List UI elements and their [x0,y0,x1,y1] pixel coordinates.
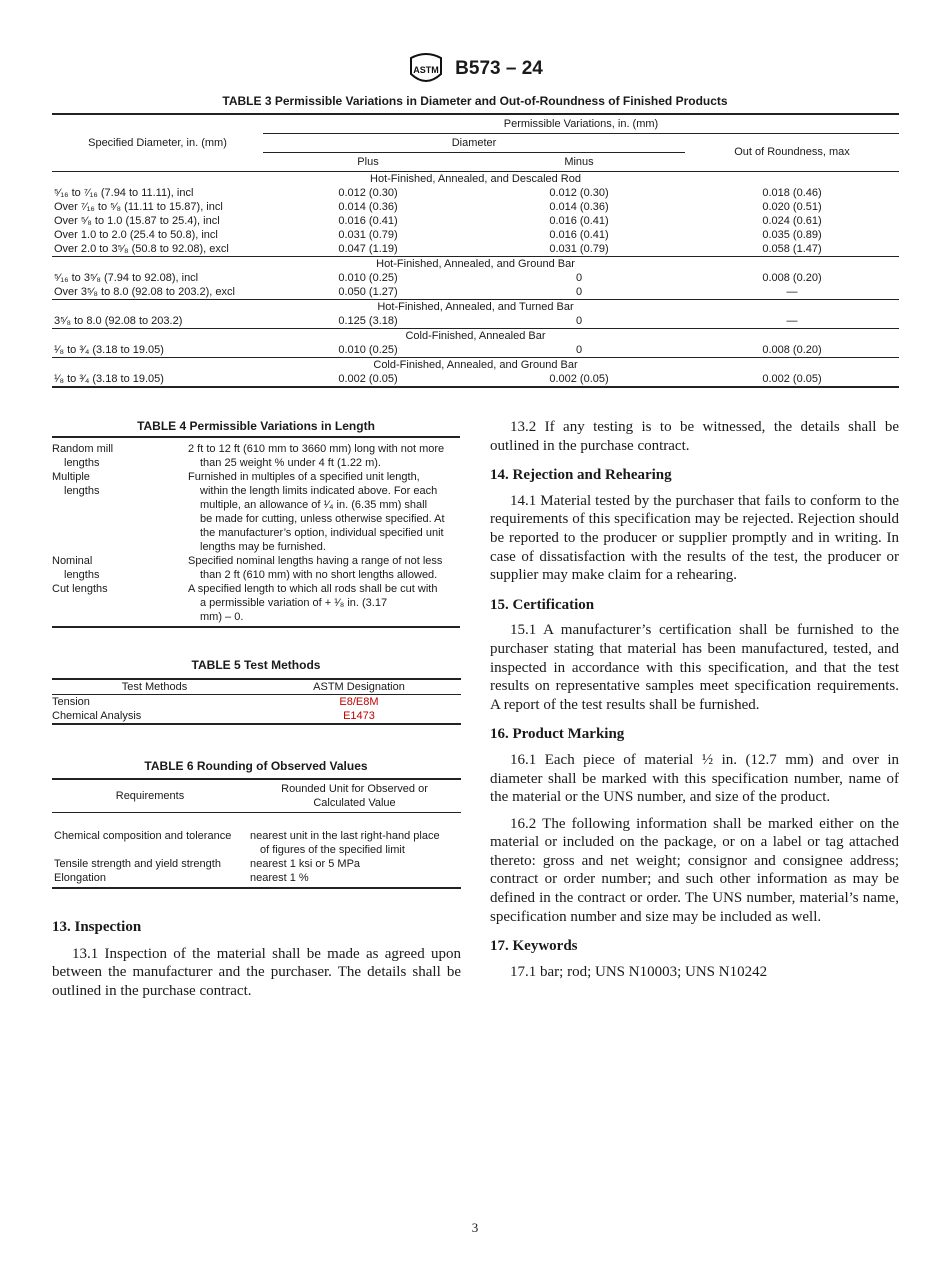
table4-description [188,582,460,624]
table3-cell: 3⁵⁄₈ to 8.0 (92.08 to 203.2) [54,314,183,327]
table4-entry [52,470,460,554]
table-row [52,343,899,358]
table3-section-row [52,329,899,344]
table3-cell: 0.125 (3.18) [338,314,398,327]
page-number: 3 [471,1220,479,1235]
table4-description-line: 2 ft to 12 ft (610 mm to 3660 mm) long with not more [188,443,445,455]
table4-term-line: Nominal [52,555,93,567]
table3-cell: 0.047 (1.19) [338,242,398,255]
table-row [52,228,899,242]
table6-header-line: Calculated Value [313,797,396,809]
table3-section-row [52,172,899,187]
table-row [52,695,461,710]
table3-section-heading: Hot-Finished, Annealed, and Ground Bar [52,257,899,272]
table6 [52,778,461,889]
table3-cell: 0 [575,343,583,356]
table3-header-diameter: Diameter [263,134,685,153]
section-17-heading: 17. Keywords [490,938,578,955]
table4-term-line: lengths [64,569,100,581]
table6-cell: Elongation [52,871,248,888]
page-header [0,52,950,86]
table-row [52,314,899,329]
table3-cell: 0.058 (1.47) [762,242,822,255]
table4-description-line: Specified nominal lengths having a range of not less [188,555,443,567]
table5-cell: Tension [52,696,90,708]
table3-section-heading: Hot-Finished, Annealed, and Turned Bar [52,300,899,315]
table4-description [188,470,460,554]
table-row [52,813,461,858]
table4-description [188,442,460,470]
table3-cell: ⁵⁄₁₆ to ⁷⁄₁₆ (7.94 to 11.11), incl [54,186,194,199]
table-row [52,871,461,888]
table-row [52,186,899,200]
table3-header-specified: Specified Diameter, in. (mm) [52,114,263,172]
table3-cell: 0.020 (0.51) [762,200,822,213]
table3-cell: 0.002 (0.05) [685,372,899,387]
table3-cell: ¹⁄₈ to ³⁄₄ (3.18 to 19.05) [54,343,164,356]
table3-header-out-of-roundness: Out of Roundness, max [685,134,899,172]
table3-cell: 0.002 (0.05) [473,372,685,387]
table4-term [52,470,188,554]
table3-cell: 0.031 (0.79) [549,242,609,255]
table4-term-line: lengths [64,485,100,497]
table4-description [188,554,460,582]
table3-section-row [52,358,899,373]
table3-cell: Over 3⁵⁄₈ to 8.0 (92.08 to 203.2), excl [54,285,235,298]
table6-cell: Tensile strength and yield strength [54,858,221,870]
table3-title: TABLE 3 Permissible Variations in Diameter and Out-of-Roundness of Finished Products [222,94,728,108]
table3 [52,113,899,388]
table3-cell: 0.035 (0.89) [762,228,822,241]
astm-link-e1473[interactable]: E1473 [257,709,461,724]
table3-cell: 0.024 (0.61) [762,214,822,227]
table3-cell: 0.010 (0.25) [338,271,398,284]
table-row [52,214,899,228]
section-13-2: 13.2 If any testing is to be witnessed, the details shall be outlined in the purchase contract. [490,419,899,454]
table4-description-line: mm) – 0. [200,611,244,623]
table6-header-line: Rounded Unit for Observed or [281,783,428,795]
table4-entry [52,554,460,582]
table3-cell: 0.050 (1.27) [338,285,398,298]
table4-term-line: Random mill [52,443,114,455]
table6-header-requirements: Requirements [52,779,248,813]
table4-term-line: lengths [64,457,100,469]
table4 [52,436,460,628]
table3-cell: 0.010 (0.25) [338,343,398,356]
table5 [52,678,461,725]
table4-description-line: A specified length to which all rods shall be cut with [188,583,438,595]
table3-section-heading: Cold-Finished, Annealed, and Ground Bar [52,358,899,373]
table4-description-line: multiple, an allowance of ¹⁄₄ in. (6.35 mm) shall [200,499,428,511]
table4-description-line: a permissible variation of + ¹⁄₈ in. (3.17 [200,597,388,609]
table4-term [52,554,188,582]
table4-description-line: Furnished in multiples of a specified unit length, [188,471,420,483]
table3-section-heading: Hot-Finished, Annealed, and Descaled Rod [52,172,899,187]
table5-header-methods: Test Methods [52,679,257,695]
table4-description-line: be made for cutting, unless otherwise specified. At [200,513,445,525]
table3-cell: — [786,314,798,327]
table6-cell: Chemical composition and tolerance [54,830,232,842]
table3-cell: 0.008 (0.20) [762,343,822,356]
table-row [52,857,461,871]
table6-cell: nearest 1 % [248,871,461,888]
table-row [52,200,899,214]
table4-title: TABLE 4 Permissible Variations in Length [137,419,375,433]
section-13-heading: 13. Inspection [52,919,142,935]
table5-title: TABLE 5 Test Methods [191,658,321,672]
table6-cell-line: of figures of the specified limit [260,844,405,856]
svg-text:ASTM: ASTM [413,65,439,75]
table4-entry [52,442,460,470]
table-row [52,285,899,300]
table3-cell: 0 [575,285,583,298]
table3-cell: 0 [575,271,583,284]
table-row [52,242,899,257]
table3-cell: 0.018 (0.46) [762,186,822,199]
table6-header-rounded-unit [248,779,461,813]
table3-cell: 0.016 (0.41) [549,228,609,241]
astm-logo-icon [407,52,445,86]
table3-cell: 0.016 (0.41) [338,214,398,227]
table3-section-heading: Cold-Finished, Annealed Bar [52,329,899,344]
table3-cell: Over 1.0 to 2.0 (25.4 to 50.8), incl [54,228,218,241]
table4-term [52,442,188,470]
table3-cell: 0.008 (0.20) [762,271,822,284]
table6-cell [248,813,461,858]
table4-description-line: lengths may be furnished. [200,541,326,553]
section-14-1: 14.1 Material tested by the purchaser that fails to conform to the requirements of this specification may be rejected. Rejection should be reported to the producer or supplier promptly and in writing. In case of dissatisfaction with the results of the test, the producer or supplier may make claim for a rehearing. [490,492,899,584]
section-15-heading: 15. Certification [490,596,595,613]
table4-term [52,582,188,624]
table4-description-line: than 25 weight % under 4 ft (1.22 m). [200,457,381,469]
table3-header-minus: Minus [473,153,685,172]
section-16-2: 16.2 The following information shall be marked either on the material or included on the package, or on a label or tag attached thereto: gross and net weight; consignor and consignee address; contract or order number; and such other information as may be defined in the contract or order. The UNS number, material’s name, specification number and size may be included as well. [490,815,899,925]
astm-link-e8[interactable]: E8/E8M [339,696,379,708]
table3-cell: 0.002 (0.05) [263,372,473,387]
document-id: B573 – 24 [455,58,543,79]
section-14-heading: 14. Rejection and Rehearing [490,467,672,484]
table3-cell: Over ⁵⁄₈ to 1.0 (15.87 to 25.4), incl [54,214,220,227]
table3-cell: Over ⁷⁄₁₆ to ⁵⁄₈ (11.11 to 15.87), incl [54,200,223,213]
table4-description-line: than 2 ft (610 mm) with no short lengths allowed. [200,569,438,581]
table4-description-line: within the length limits indicated above. For each [200,485,438,497]
table4-entry [52,582,460,624]
table6-cell: nearest 1 ksi or 5 MPa [250,858,361,870]
table4-term-line: Multiple [52,471,90,483]
table3-cell: 0.012 (0.30) [549,186,609,199]
table3-cell: ⁵⁄₁₆ to 3⁵⁄₈ (7.94 to 92.08), incl [54,271,199,284]
section-15-1: 15.1 A manufacturer’s certification shall be furnished to the purchaser stating that material has been manufactured, tested, and inspected in accordance with this specification, and that the test results on representative samples meet specification requirements. A report of the test results shall be furnished. [490,622,899,713]
table4-term-line: Cut lengths [52,583,108,595]
table-row [52,709,461,724]
table3-cell: — [786,285,798,298]
table3-cell: 0.014 (0.36) [338,200,398,213]
table4-description-line: the manufacturer’s option, individual specified unit [200,527,444,539]
section-16-heading: 16. Product Marking [490,726,625,743]
table6-cell-line: nearest unit in the last right-hand place [250,830,440,842]
section-16-1: 16.1 Each piece of material ½ in. (12.7 mm) and over in diameter shall be marked with this specification number, name of the material or the UNS number, and size of the product. [490,751,899,806]
table3-cell: 0.016 (0.41) [549,214,609,227]
table3-cell: 0 [575,314,583,327]
table-row [52,372,899,387]
table5-header-designation: ASTM Designation [257,679,461,695]
left-column-text [52,918,461,1000]
table3-cell: Over 2.0 to 3⁵⁄₈ (50.8 to 92.08), excl [54,242,229,255]
right-column-text [490,418,899,981]
table3-cell: 0.031 (0.79) [338,228,398,241]
table5-cell: Chemical Analysis [52,709,257,724]
table3-section-row [52,257,899,272]
section-17-1: 17.1 bar; rod; UNS N10003; UNS N10242 [510,963,768,980]
table3-header-permissible: Permissible Variations, in. (mm) [263,114,899,134]
table3-cell: 0.014 (0.36) [549,200,609,213]
table3-section-row [52,300,899,315]
table3-cell: ¹⁄₈ to ³⁄₄ (3.18 to 19.05) [52,372,263,387]
table3-header-plus: Plus [263,153,473,172]
section-13-1: 13.1 Inspection of the material shall be made as agreed upon between the manufacturer and the purchaser. The details shall be outlined in the purchase contract. [52,945,461,999]
table6-title: TABLE 6 Rounding of Observed Values [144,759,368,773]
table3-cell: 0.012 (0.30) [338,186,398,199]
table-row [52,271,899,285]
